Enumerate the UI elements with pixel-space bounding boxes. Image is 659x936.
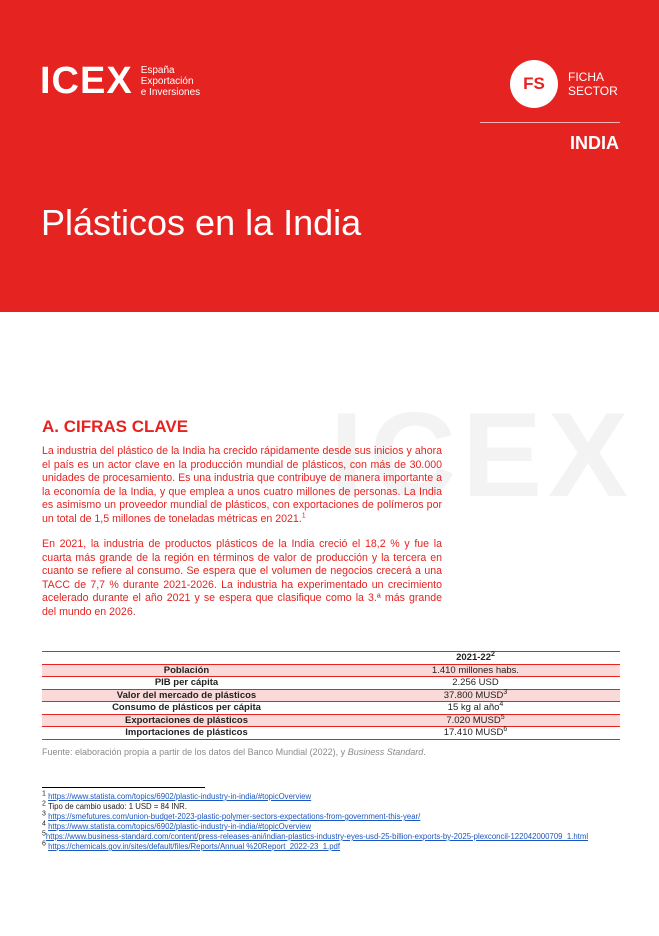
logo-mark: ICEX [40,60,133,102]
source-text: Fuente: elaboración propia a partir de los datos del Banco Mundial (2022), y [42,747,348,757]
table-header-empty [42,652,331,665]
row-label: Exportaciones de plásticos [42,714,331,727]
footnote-link[interactable]: https://www.business-standard.com/content/press-releases-ani/indian-plastics-industry-eyes-usd-25-billion-exports-by-2025-plexconcil-122042000709_1.html [45,832,589,841]
value-text: 7.020 MUSD [446,714,501,726]
row-label: Consumo de plásticos per cápita [42,702,331,715]
footnote-6 [42,842,602,852]
ficha-sector-label [568,70,628,98]
footnote-link[interactable]: https://smefutures.com/union-budget-2023-plastic-polymer-sectors-expectations-from-government-this-year/ [48,812,421,821]
paragraph-1 [42,445,442,526]
icex-logo [40,62,211,100]
footnote-ref: 2 [490,651,495,659]
fs-badge: FS [510,60,558,108]
table-row [42,677,620,690]
table-header-row [42,652,620,665]
footnote-ref: 1 [301,511,306,519]
footnote-ref: 4 [499,701,504,709]
logo-subtitle-line: España [140,64,175,76]
row-value [331,714,620,727]
source-suffix: . [423,747,426,757]
value-text: 15 kg al año [447,702,500,714]
footnote-2 [42,802,602,812]
value-text: 1.410 millones habs. [431,664,520,676]
row-value [331,677,620,690]
year-label: 2021-22 [456,652,491,664]
value-text: 2.256 USD [452,677,499,689]
key-figures-section [42,417,442,619]
table-row [42,664,620,677]
footnote-number: 4 [42,820,46,828]
country-label: INDIA [570,133,619,153]
footnote-5 [42,832,602,842]
row-value [331,727,620,740]
section-title: A. CIFRAS CLAVE [42,417,189,436]
footnote-number: 3 [42,810,46,818]
footnotes [42,792,602,852]
footnote-number: 1 [42,790,46,798]
row-label: Importaciones de plásticos [42,727,331,740]
table-row [42,714,620,727]
row-label: Población [42,664,331,677]
footnote-3 [42,812,602,822]
key-figures-table [42,651,620,740]
badge-label-line: SECTOR [568,84,618,98]
row-value [331,664,620,677]
footnote-link[interactable]: https://www.statista.com/topics/6902/plastic-industry-in-india/#topicOverview [48,822,312,831]
row-value [331,702,620,715]
table-row [42,702,620,715]
icex-watermark: ICEX [330,388,635,522]
value-text: 37.800 MUSD [443,689,504,701]
footnote-link[interactable]: https://chemicals.gov.in/sites/default/files/Reports/Annual %20Report_2022-23_1.pdf [48,842,341,851]
table-header-year [331,652,620,665]
source-publication: Business Standard [347,747,424,757]
badge-label-line: FICHA [568,70,604,84]
paragraph-2: En 2021, la industria de productos plásticos de la India creció el 18,2 % y fue la cuarta más grande de la región en términos de valor de producción y la tercera en cuanto se refiere al consumo. Se espera que el volumen de negocios crecerá a una TACC de 7,7 % durante 2021-2026. La industria ha experimentado un crecimiento acelerado durante el año 2021 y se espera que clasifique como la 3.ª más grande del mundo en 2026. [42,538,442,618]
table-source [42,747,426,757]
footnote-ref: 6 [503,726,508,734]
document-title: Plásticos en la India [41,202,362,243]
footnote-ref: 3 [503,688,508,696]
footnote-number: 6 [42,840,46,848]
table-row [42,727,620,740]
header-divider [480,122,620,123]
logo-subtitle-line: e Inversiones [140,86,201,98]
paragraph-1-text: La industria del plástico de la India ha crecido rápidamente desde sus inicios y ahora el país es un actor clave en la producción mundial de plásticos, con más de 30.000 unidades de procesamiento. Es una industria que contribuye de manera importante a la economía de la India, y que emplea a unos cuatro millones de personas. La India es asimismo un proveedor mundial de plásticos, con exportaciones de polímeros por un total de 1,5 millones de toneladas métricas en 2021. [42,445,442,525]
footnote-ref: 5 [500,713,505,721]
logo-subtitle [141,65,211,98]
footnote-number: 2 [42,800,46,808]
header-banner [0,0,659,312]
table-row [42,689,620,702]
value-text: 17.410 MUSD [443,727,504,739]
footnote-number: 5 [42,830,46,838]
logo-subtitle-line: Exportación [140,75,194,87]
footnote-link[interactable]: https://www.statista.com/topics/6902/plastic-industry-in-india/#topicOverview [48,792,312,801]
row-value [331,689,620,702]
footnote-text: Tipo de cambio usado: 1 USD = 84 INR. [47,802,187,811]
footnote-4 [42,822,602,832]
row-label: PIB per cápita [42,677,331,690]
row-label: Valor del mercado de plásticos [42,689,331,702]
footnote-separator [42,787,205,788]
footnote-1 [42,792,602,802]
